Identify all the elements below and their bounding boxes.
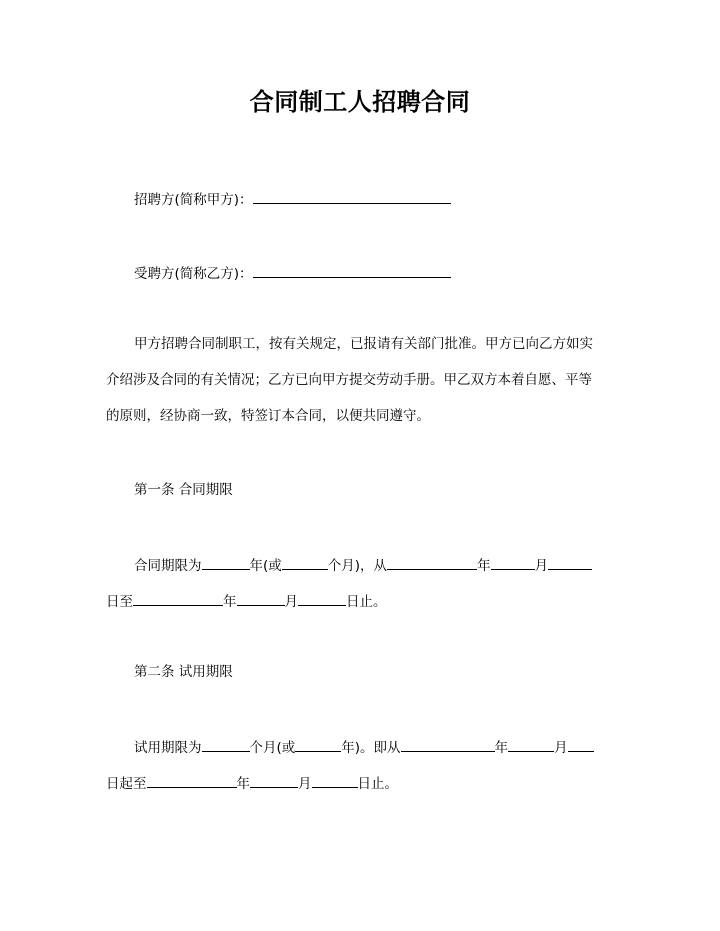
article-2-text: 日止。 [357, 776, 398, 792]
party-a-blank[interactable] [253, 188, 451, 204]
article-1-text: 合同期限为 [134, 558, 202, 574]
article-2-text: 年)。即从 [341, 740, 401, 756]
article-2-text: 月 [554, 740, 568, 756]
article-2-text: 试用期限为 [134, 740, 202, 756]
article-1-text: 月 [284, 594, 298, 610]
article-2-end-year-blank[interactable] [147, 772, 237, 788]
article-2-text: 个月(或 [249, 740, 296, 756]
article-2-end-month-blank[interactable] [250, 772, 298, 788]
preamble-line-1: 甲方招聘合同制职工，按有关规定，已报请有关部门批准。甲方已向乙方如实 [134, 336, 593, 352]
article-2-line-1 [134, 736, 654, 758]
article-1-end-month-blank[interactable] [237, 590, 285, 606]
article-2-end-day-blank[interactable] [312, 772, 358, 788]
article-2-text: 年 [236, 776, 250, 792]
preamble-line-2: 介绍涉及合同的有关情况；乙方已向甲方提交劳动手册。甲乙双方本着自愿、平等 [106, 372, 592, 388]
article-1-text: 日止。 [346, 594, 387, 610]
preamble-line-3: 的原则，经协商一致，特签订本合同，以便共同遵守。 [106, 408, 430, 424]
article-1-text: 日至 [106, 594, 133, 610]
article-1-line-1 [134, 554, 654, 576]
article-1-text: 年 [477, 558, 491, 574]
article-1-months-blank[interactable] [282, 554, 328, 570]
party-a-line [134, 188, 654, 210]
article-1-line-2 [106, 590, 626, 612]
article-1-end-year-blank[interactable] [133, 590, 223, 606]
party-b-label: 受聘方(简称乙方)： [134, 266, 253, 282]
article-1-start-month-blank[interactable] [491, 554, 535, 570]
article-2-start-month-blank[interactable] [508, 736, 554, 752]
article-2-years-blank[interactable] [295, 736, 341, 752]
article-1-text: 年 [223, 594, 237, 610]
article-2-line-2 [106, 772, 626, 794]
article-2-months-blank[interactable] [202, 736, 250, 752]
article-2-text: 日起至 [106, 776, 147, 792]
article-2-text: 年 [494, 740, 509, 756]
article-2-text: 月 [298, 776, 312, 792]
party-a-label: 招聘方(简称甲方)： [134, 192, 253, 208]
article-2-heading: 第二条 试用期限 [134, 664, 233, 680]
article-2-start-year-blank[interactable] [401, 736, 495, 752]
article-1-text: 月 [534, 558, 549, 574]
article-2-start-day-blank[interactable] [568, 736, 594, 752]
article-1-years-blank[interactable] [202, 554, 250, 570]
document-title: 合同制工人招聘合同 [249, 88, 471, 116]
party-b-blank[interactable] [253, 262, 451, 278]
article-1-text: 个月)，从 [327, 558, 388, 574]
article-1-text: 年(或 [249, 558, 282, 574]
article-1-heading: 第一条 合同期限 [134, 482, 233, 498]
party-b-line [134, 262, 654, 284]
article-1-start-day-blank[interactable] [548, 554, 592, 570]
article-1-start-year-blank[interactable] [387, 554, 477, 570]
article-1-end-day-blank[interactable] [298, 590, 346, 606]
